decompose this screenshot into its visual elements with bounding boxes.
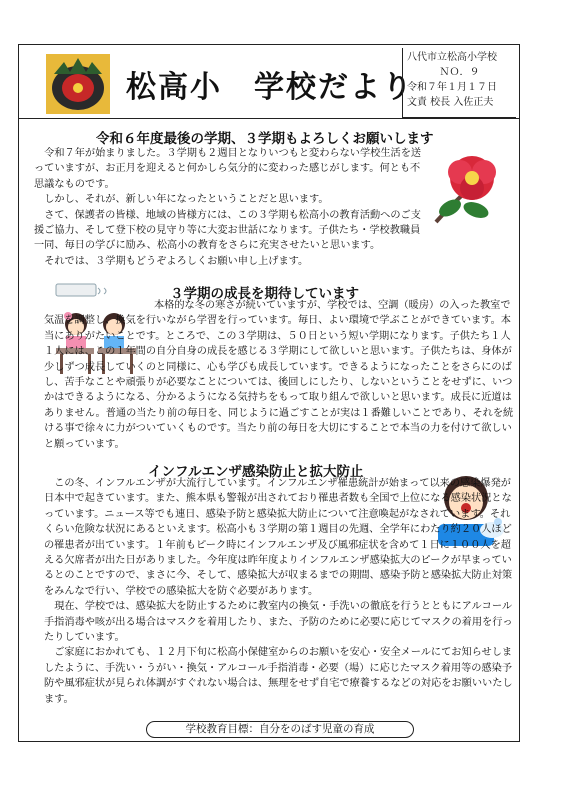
issue-number: ＮＯ．９ [439,67,480,78]
school-name: 八代市立松高小学校 [407,52,497,63]
section-heading-3: インフルエンザ感染防止と拡大防止 [148,464,364,480]
paragraph: それでは、３学期もどうぞよろしくお願い申し上げます。 [44,255,309,267]
section-heading-2: ３学期の成長を期待しています [170,286,359,302]
header-divider [18,118,520,119]
camellia-icon [428,148,506,230]
paragraph: 本格的な冬の寒さが続いていますが、学校では、空調（暖房）の入った教室で気温を調整し、換気を行いながら学習を行っています。毎日、よい環境で学ぶことができています。本当にありがたいことです。ところで、この３学期は、５０日という短い学期になります。子供たち１人１人には、この１年間の自分自身の成長を感じる３学期にして欲しいと思います。子供たちは、身体が少しずつ成長していくのと同様に、心も学びも成長しています。できるようになったことをさらにのばし、苦手なことや頑張りが必要なことについては、後回しにしたり、しないということをせずに、いつかはできるようになる、分かるようになる気持ちをもって取り組んで欲しいと思います。成長に近道はありません。普通の当たり前の毎日を、同じように過ごすことが実は１番難しいことであり、それを続ける事で徐々に力がついていくものです。当たり前の毎日を大切にすることで本当の力を付けて欲しいと願っています。 [44,300,514,450]
paragraph: しかし、それが、新しい年になったということだと思います。 [44,194,329,206]
paragraph: この冬、インフルエンザが大流行しています。インフルエンザ罹患統計が始まって以来の感染爆発が日本中で起きています。また、熊本県も警報が出されており罹患者数も全国で上位になる感染状況となっています。ニュース等でも連日、感染予防と感染拡大防止について注意喚起がなされています。それくらい危険な状況にあるといえます。松高小も３学期の第１週目の先週、全学年にわたり約２０人ほどの罹患者が出ています。１年前もピーク時にインフルエンザ及び風邪症状を含めて１日に１００人を超える欠席者が出た日がありました。今年度は昨年度よりインフルエンザ感染拡大のピークが早まっているとのことですので、まさに今、そして、感染拡大が収まるまでの期間、感染予防と感染拡大防止対策をみんなで行い、学校での感染拡大を防ぐ必要があります。 [44,478,513,597]
section-heading-1: 令和６年度最後の学期、３学期もよろしくお願いします [96,131,434,147]
section-body-2 [44,298,514,452]
section-body-3 [44,476,514,707]
section-body-1 [34,146,422,269]
paragraph: さて、保護者の皆様、地域の皆様方には、この３学期も松高小の教育活動へのご支援ご協力、そして登下校の見守り等に大変お世話になります。子供たち・学校教職員一同、毎日の学びに励み、松高小の教育をさらに充実させたいと思います。 [34,209,421,252]
newsletter-title: 松高小 学校だより [126,70,414,105]
school-goal-banner: 学校教育目標：自分をのばす児童の育成 [146,721,414,738]
school-emblem-icon [46,54,110,114]
paragraph: 現在、学校では、感染拡大を防止するために教室内の換気・手洗いの徹底を行うとともにアルコール手指消毒や咳が出る場合はマスクを着用したり、また、予防のために必要に応じてマスクの着用を行ったりしています。 [44,601,513,644]
author-line: 文責 校長 入佐正夫 [407,97,494,108]
paragraph: ご家庭におかれても、１２月下旬に松高小保健室からのお願いを安心・安全メールにてお知らせしましたように、手洗い・うがい・換気・アルコール手指消毒・必要（場）に応じたマスク着用等の感染予防や風邪症状が見られ体調がすぐれない場合は、無理をせず自宅で療養するなどの対応をお願いいたします。 [44,647,513,705]
paragraph: 令和７年が始まりました。３学期も２週目となりいつもと変わらない学校生活を送っていますが、お正月を迎えると何かしら気分的に変わった感じがします。何とも不思議なものです。 [34,148,422,190]
issue-info-box [402,48,516,118]
issue-date: 令和７年１月１７日 [407,82,497,93]
